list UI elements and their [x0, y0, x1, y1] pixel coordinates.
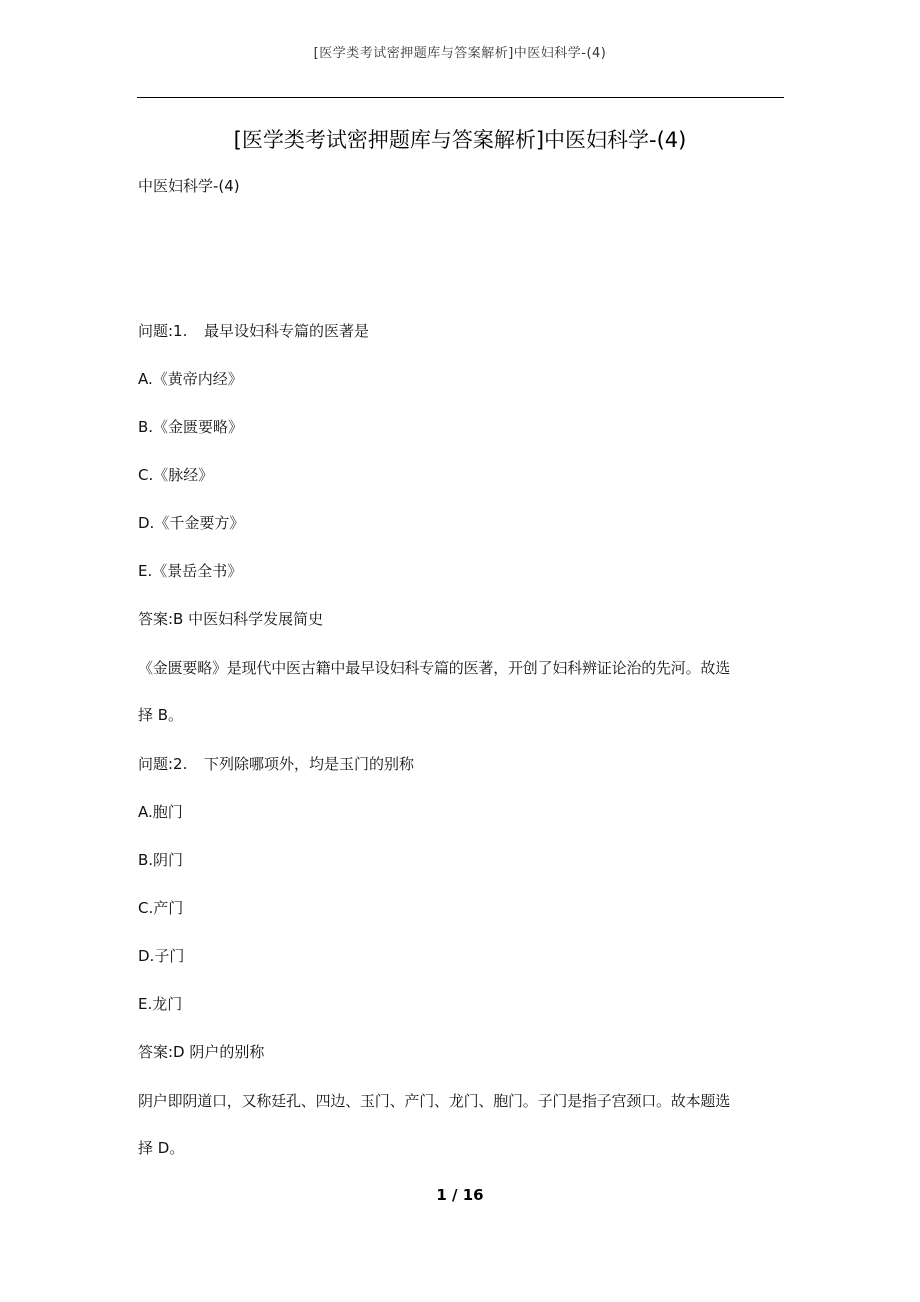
question-1-option-c: C.《脉经》: [138, 466, 214, 484]
running-header: [医学类考试密押题库与答案解析]中医妇科学-(4): [313, 46, 607, 61]
question-2-explanation-cont: 择 D。: [138, 1139, 185, 1157]
question-2-explanation: 阴户即阴道口，又称廷孔、四边、玉门、产门、龙门、胞门。子门是指子宫颈口。故本题选: [138, 1092, 731, 1110]
question-1-explanation: 《金匮要略》是现代中医古籍中最早设妇科专篇的医著，开创了妇科辨证论治的先河。故选: [138, 659, 731, 677]
question-2-option-c: C.产门: [138, 899, 184, 917]
question-1-option-b: B.《金匮要略》: [138, 418, 244, 436]
header-divider: [137, 97, 784, 98]
page-number: 1 / 16: [436, 1186, 484, 1204]
question-2-option-d: D.子门: [138, 947, 185, 965]
question-1-number: 问题:1.: [138, 322, 188, 340]
document-title: [医学类考试密押题库与答案解析]中医妇科学-(4): [233, 128, 687, 152]
document-subtitle: 中医妇科学-(4): [138, 177, 240, 195]
question-2-option-a: A.胞门: [138, 803, 183, 821]
question-1-option-a: A.《黄帝内经》: [138, 370, 243, 388]
question-2-number: 问题:2.: [138, 755, 188, 773]
question-2-stem: 下列除哪项外，均是玉门的别称: [204, 755, 415, 773]
question-1-stem: 最早设妇科专篇的医著是: [204, 322, 370, 340]
question-2-option-b: B.阴门: [138, 851, 184, 869]
question-1-answer: 答案:B 中医妇科学发展简史: [138, 610, 324, 628]
question-1-option-d: D.《千金要方》: [138, 514, 245, 532]
question-2-option-e: E.龙门: [138, 995, 183, 1013]
question-1-option-e: E.《景岳全书》: [138, 562, 243, 580]
question-1-heading: [138, 321, 369, 341]
question-1-explanation-cont: 择 B。: [138, 706, 184, 724]
question-2-answer: 答案:D 阴户的别称: [138, 1043, 265, 1061]
question-2-heading: [138, 754, 414, 774]
